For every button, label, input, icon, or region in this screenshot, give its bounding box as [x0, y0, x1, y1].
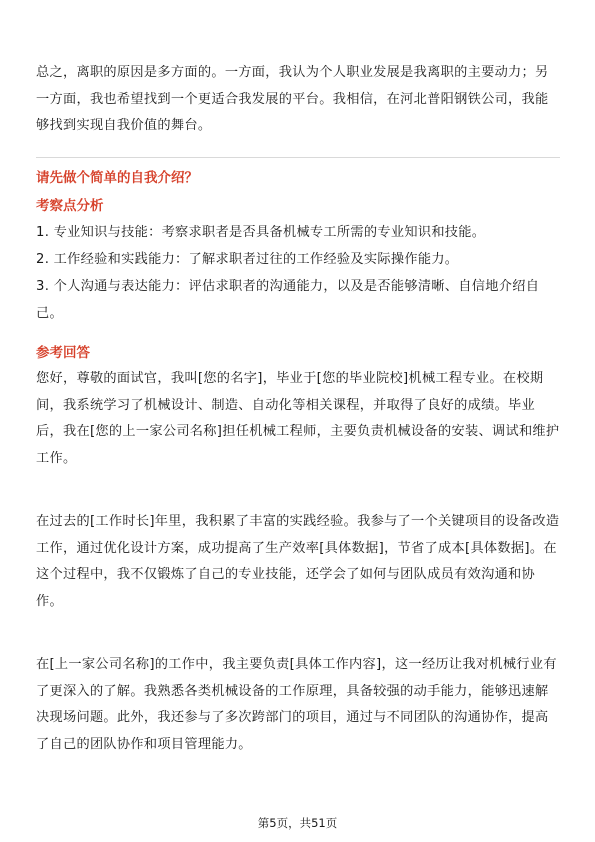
- analysis-item-2: 2. 工作经验和实践能力：了解求职者过往的工作经验及实际操作能力。: [36, 252, 459, 267]
- analysis-item-3: 3. 个人沟通与表达能力：评估求职者的沟通能力，以及是否能够清晰、自信地介绍自己。: [36, 279, 540, 321]
- page-number: 第5页，共51页: [257, 816, 338, 830]
- question-title: 请先做个简单的自我介绍？: [36, 170, 198, 186]
- answer-paragraph-1: 您好，尊敬的面试官，我叫[您的名字]，毕业于[您的毕业院校]机械工程专业。在校期间，我系统学习了机械设计、制造、自动化等相关课程，并取得了良好的成绩。毕业后，我在[您的上一家公司名称]担任机械工程师，主要负责机械设备的安装、调试和维护工作。: [36, 371, 560, 466]
- analysis-item-1: 1. 专业知识与技能：考察求职者是否具备机械专工所需的专业知识和技能。: [36, 225, 486, 240]
- answer-paragraph-3: 在[上一家公司名称]的工作中，我主要负责[具体工作内容]，这一经历让我对机械行业有了更深入的了解。我熟悉各类机械设备的工作原理，具备较强的动手能力，能够迅速解决现场问题。此外，我还参与了多次跨部门的项目，通过与不同团队的沟通协作，提高了自己的团队协作和项目管理能力。: [36, 657, 557, 752]
- analysis-heading: 考察点分析: [36, 198, 104, 214]
- answer-heading: 参考回答: [36, 345, 90, 361]
- section-divider: [36, 157, 560, 158]
- intro-paragraph: 总之，离职的原因是多方面的。一方面，我认为个人职业发展是我离职的主要动力；另一方面，我也希望找到一个更适合我发展的平台。我相信，在河北普阳钢铁公司，我能够找到实现自我价值的舞台。: [36, 65, 549, 133]
- answer-paragraph-2: 在过去的[工作时长]年里，我积累了丰富的实践经验。我参与了一个关键项目的设备改造工作，通过优化设计方案，成功提高了生产效率[具体数据]，节省了成本[具体数据]。在这个过程中，我不仅锻炼了自己的专业技能，还学会了如何与团队成员有效沟通和协作。: [36, 514, 560, 609]
